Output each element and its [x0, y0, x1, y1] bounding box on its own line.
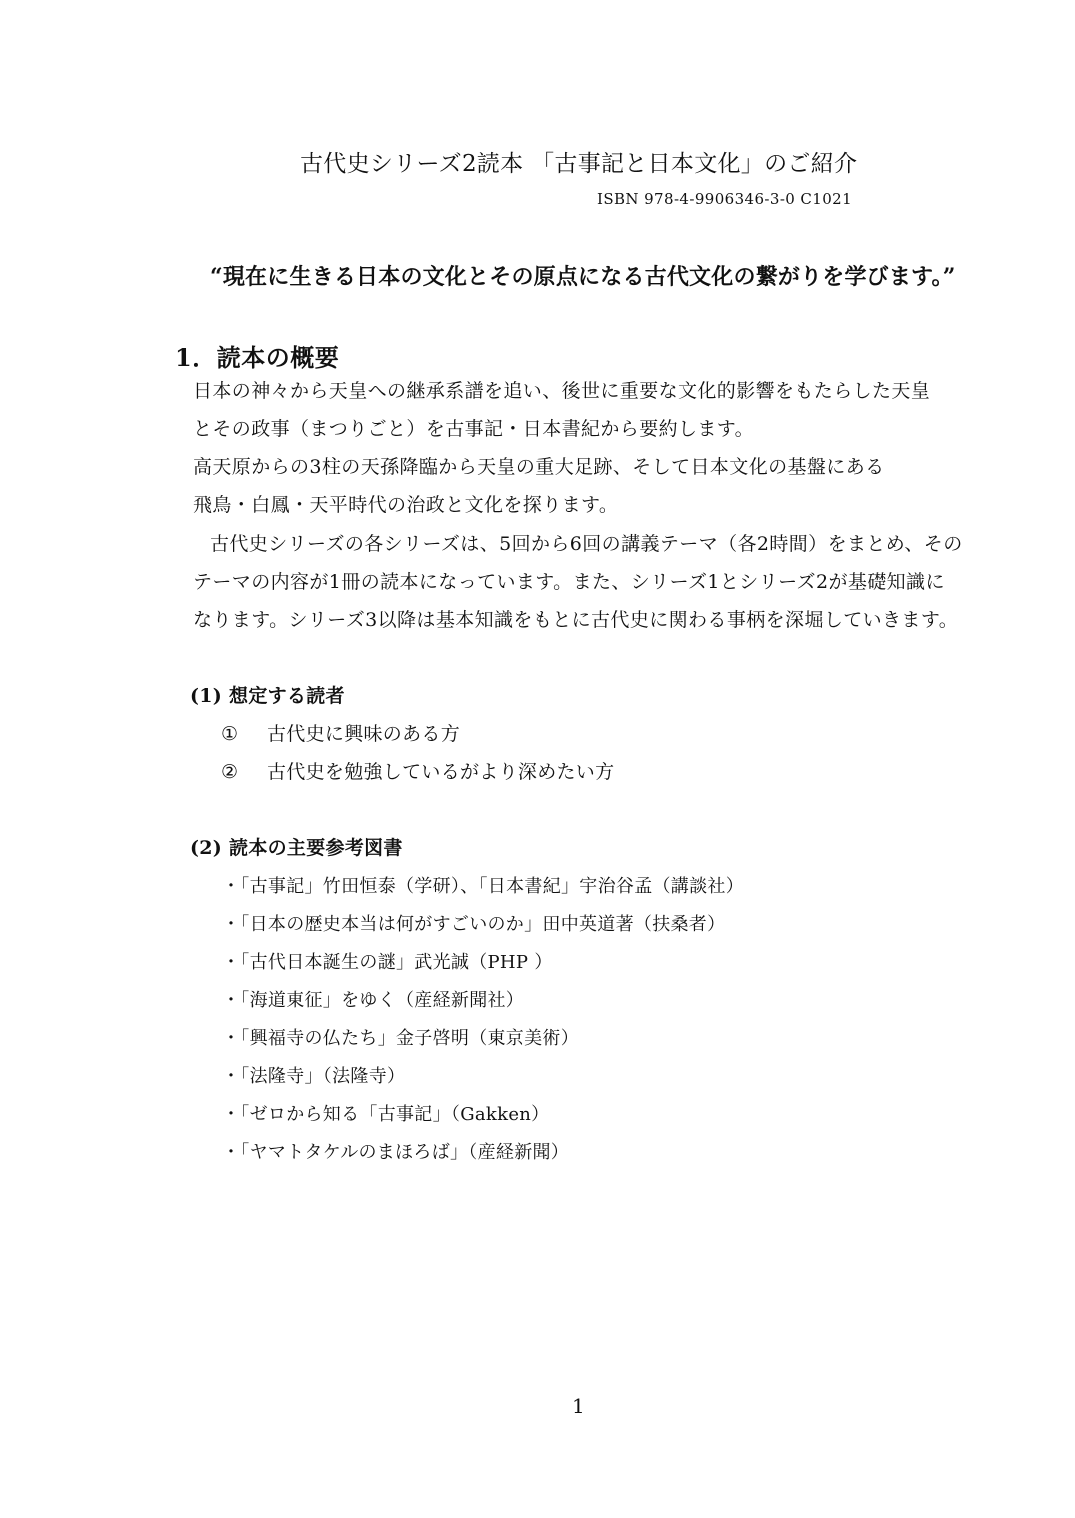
- reader-text-1: 古代史に興味のある方: [267, 723, 461, 745]
- overview-line-7: なります。シリーズ3以降は基本知識をもとに古代史に関わる事柄を深堀していきます。: [193, 609, 959, 631]
- reference-item-1: ・「古事記」竹田恒泰（学研）、「日本書紀」宇治谷孟（講談社）: [222, 876, 744, 897]
- reader-marker-2: ②: [221, 761, 239, 783]
- overview-line-3: 高天原からの3柱の天孫降臨から天皇の重大足跡、そして日本文化の基盤にある: [193, 456, 885, 478]
- overview-line-2: とその政事（まつりごと）を古事記・日本書紀から要約します。: [193, 418, 755, 440]
- page-number: 1: [572, 1394, 585, 1418]
- reference-item-3: ・「古代日本誕生の謎」武光誠（PHP ）: [222, 952, 553, 973]
- overview-line-5: 古代史シリーズの各シリーズは、5回から6回の講義テーマ（各2時間）をまとめ、その: [210, 533, 963, 555]
- reference-item-6: ・「法隆寺」（法隆寺）: [222, 1066, 406, 1087]
- tagline: “現在に生きる日本の文化とその原点になる古代文化の繋がりを学びます。”: [210, 264, 956, 290]
- references-heading: (2) 読本の主要参考図書: [190, 837, 403, 859]
- reference-item-2: ・「日本の歴史本当は何がすごいのか」田中英道著（扶桑者）: [222, 914, 726, 935]
- reference-item-7: ・「ゼロから知る「古事記」（Gakken）: [222, 1104, 550, 1125]
- reader-item-2: [221, 757, 614, 784]
- reader-item-1: [221, 719, 460, 746]
- overview-line-6: テーマの内容が1冊の読本になっています。また、シリーズ1とシリーズ2が基礎知識に: [193, 571, 945, 593]
- overview-line-4: 飛鳥・白鳳・天平時代の治政と文化を探ります。: [193, 494, 619, 516]
- reference-item-4: ・「海道東征」をゆく（産経新聞社）: [222, 990, 525, 1011]
- reader-marker-1: ①: [221, 723, 239, 745]
- reference-item-5: ・「興福寺の仏たち」金子啓明（東京美術）: [222, 1028, 579, 1049]
- reader-text-2: 古代史を勉強しているがより深めたい方: [267, 761, 615, 783]
- overview-line-1: 日本の神々から天皇への継承系譜を追い、後世に重要な文化的影響をもたらした天皇: [193, 380, 931, 402]
- readers-heading: (1) 想定する読者: [190, 685, 345, 707]
- isbn-line: ISBN 978-4-9906346-3-0 C1021: [597, 190, 853, 208]
- reference-item-8: ・「ヤマトタケルのまほろば」（産経新聞）: [222, 1142, 570, 1163]
- document-title: 古代史シリーズ2読本 「古事記と日本文化」のご紹介: [300, 151, 858, 177]
- section-1-heading: 1．読本の概要: [175, 343, 340, 372]
